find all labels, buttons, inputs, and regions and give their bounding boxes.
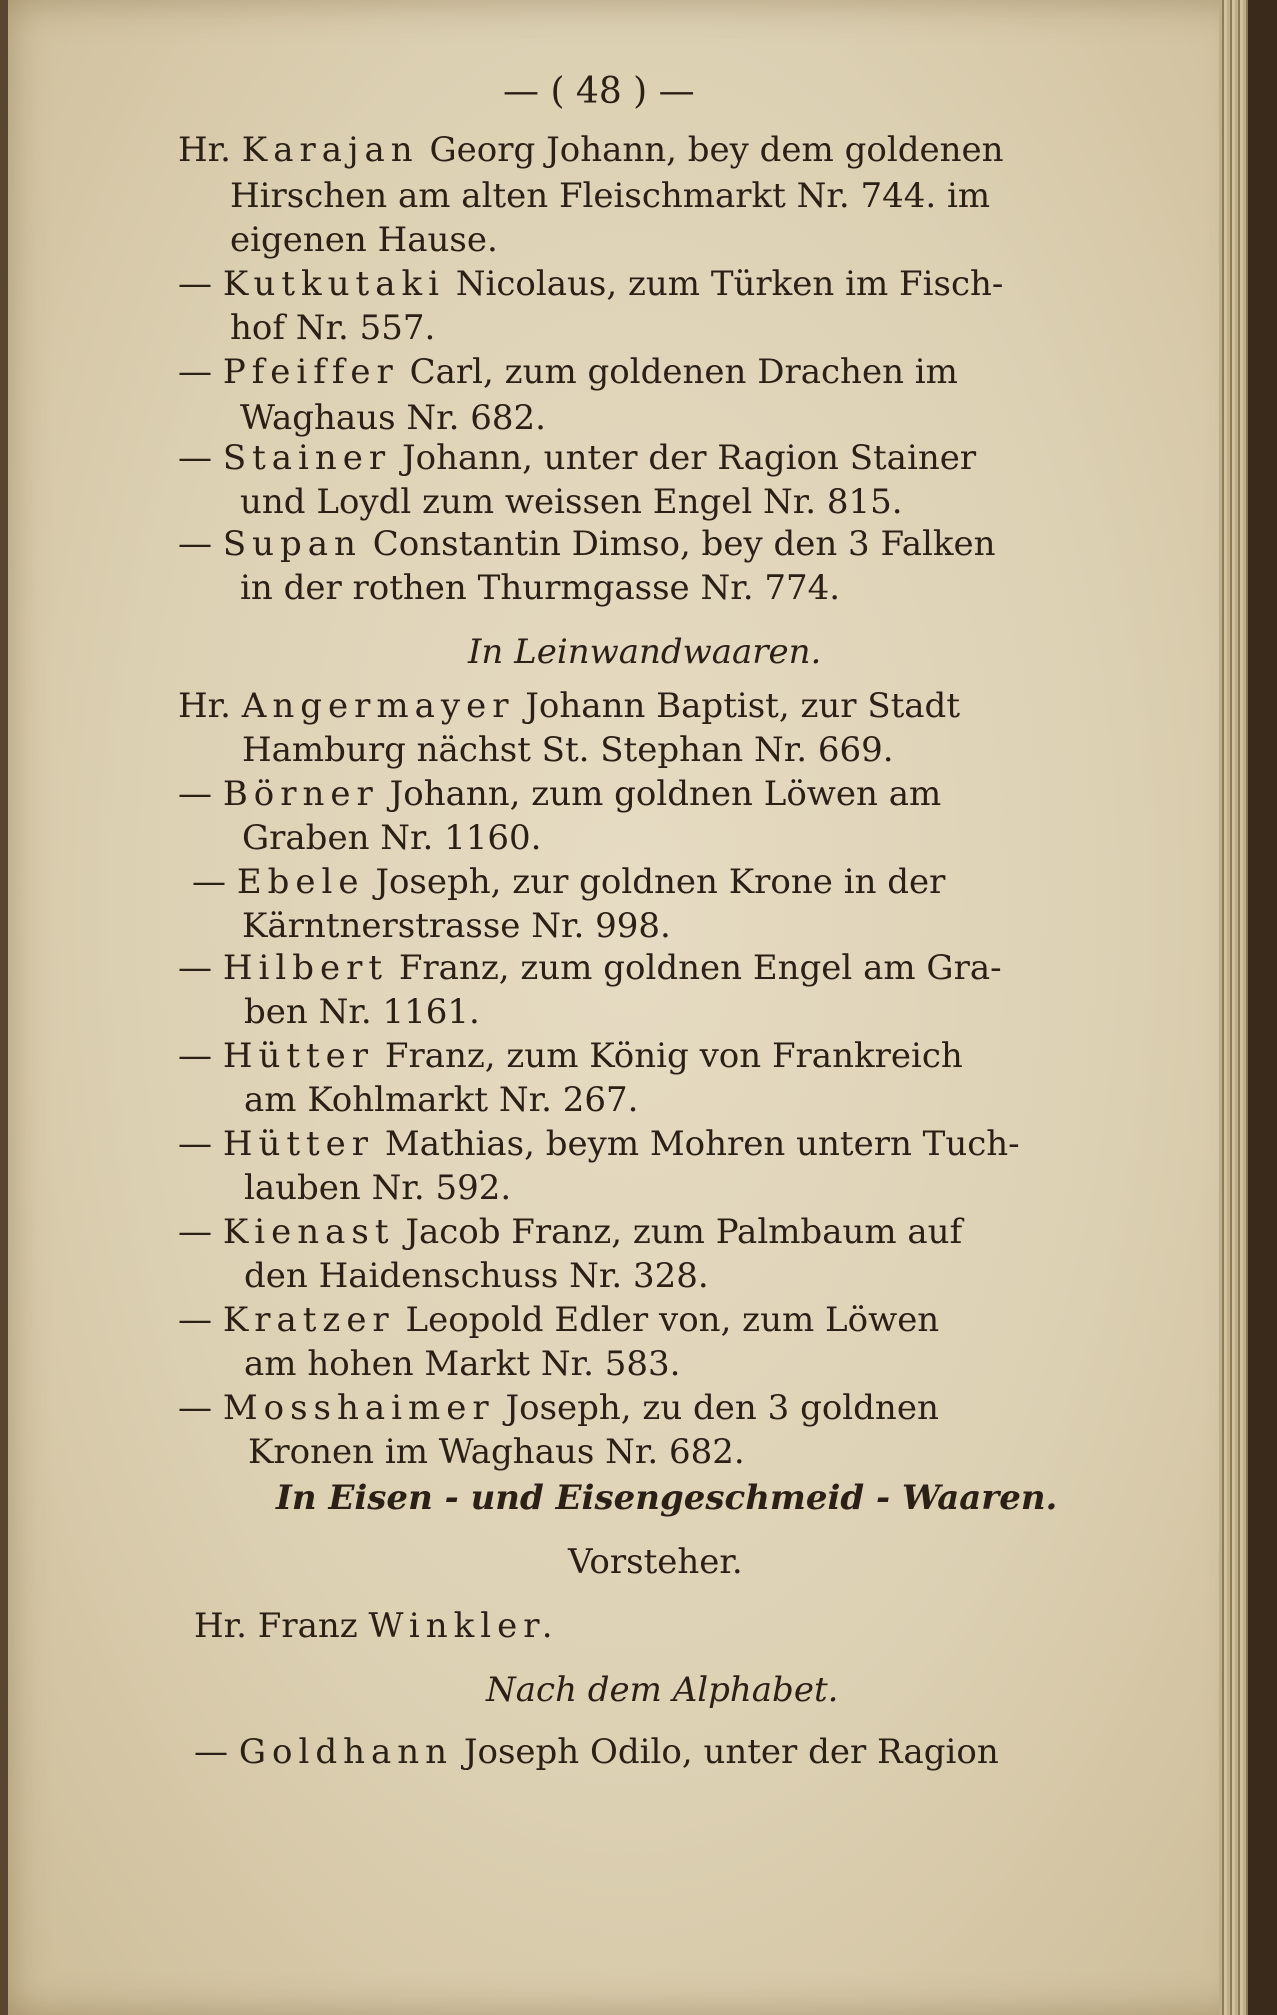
entry-text: Johann, zum goldnen Löwen am bbox=[389, 774, 942, 814]
entry-surname: Hütter bbox=[222, 1124, 375, 1164]
entry-prefix: Hr. bbox=[194, 1606, 247, 1646]
entry-text: Franz, zum goldnen Engel am Gra- bbox=[398, 948, 1002, 988]
entry-line bbox=[194, 1730, 999, 1774]
entry-line: und Loydl zum weissen Engel Nr. 815. bbox=[240, 482, 903, 522]
vorsteher-entry bbox=[194, 1604, 559, 1648]
page-edge bbox=[1219, 0, 1248, 2015]
entry-surname: Kratzer bbox=[222, 1300, 395, 1340]
page-number: — ( 48 ) — bbox=[503, 71, 695, 112]
entry-surname: Supan bbox=[222, 524, 362, 564]
entry-surname: Stainer bbox=[222, 438, 392, 478]
entry-prefix: — bbox=[178, 352, 212, 392]
entry-line bbox=[192, 860, 945, 904]
entry-surname: Kienast bbox=[222, 1212, 395, 1252]
entry-prefix: — bbox=[178, 264, 212, 304]
entry-surname: Angermayer bbox=[241, 686, 515, 726]
entry-text: Leopold Edler von, zum Löwen bbox=[405, 1300, 940, 1340]
entry-line: Hirschen am alten Fleischmarkt Nr. 744. im bbox=[230, 176, 991, 216]
entry-line: in der rothen Thurmgasse Nr. 774. bbox=[240, 568, 841, 608]
entry-line bbox=[178, 1386, 939, 1430]
entry-line: lauben Nr. 592. bbox=[244, 1168, 512, 1208]
entry-line bbox=[178, 522, 996, 566]
entry-surname: Karajan bbox=[241, 130, 419, 170]
entry-prefix: — bbox=[192, 862, 226, 902]
book-page bbox=[8, 0, 1248, 2015]
entry-line: eigenen Hause. bbox=[230, 220, 498, 260]
entry-prefix: — bbox=[178, 524, 212, 564]
entry-surname: Börner bbox=[222, 774, 379, 814]
entry-prefix: — bbox=[178, 1300, 212, 1340]
entry-line bbox=[178, 1210, 962, 1254]
entry-line: am hohen Markt Nr. 583. bbox=[244, 1344, 681, 1384]
entry-prefix: — bbox=[178, 1388, 212, 1428]
entry-line bbox=[178, 946, 1002, 990]
entry-text: Carl, zum goldenen Drachen im bbox=[409, 352, 958, 392]
entry-text: Constantin Dimso, bey den 3 Falken bbox=[372, 524, 996, 564]
entry-line bbox=[178, 436, 976, 480]
entry-text: Franz, zum König von Frankreich bbox=[384, 1036, 963, 1076]
entry-line bbox=[178, 684, 960, 728]
entry-text: Joseph, zu den 3 goldnen bbox=[505, 1388, 939, 1428]
entry-surname: Hilbert bbox=[222, 948, 389, 988]
section-heading: In Leinwandwaaren. bbox=[468, 632, 822, 672]
section-heading: Nach dem Alphabet. bbox=[486, 1670, 839, 1710]
entry-text: Jacob Franz, zum Palmbaum auf bbox=[405, 1212, 963, 1252]
entry-surname: Pfeiffer bbox=[222, 352, 399, 392]
entry-prefix: — bbox=[194, 1732, 228, 1772]
entry-text: Johann Baptist, zur Stadt bbox=[525, 686, 960, 726]
entry-text: Mathias, beym Mohren untern Tuch- bbox=[384, 1124, 1020, 1164]
entry-prefix: — bbox=[178, 948, 212, 988]
vorsteher-heading: Vorsteher. bbox=[568, 1542, 743, 1582]
entry-surname: Goldhann bbox=[238, 1732, 454, 1772]
entry-prefix: Hr. bbox=[178, 686, 231, 726]
entry-surname: Kutkutaki bbox=[222, 264, 445, 304]
entry-text: Joseph Odilo, unter der Ragion bbox=[463, 1732, 999, 1772]
entry-line: ben Nr. 1161. bbox=[244, 992, 480, 1032]
entry-line bbox=[178, 1298, 939, 1342]
entry-line: Hamburg nächst St. Stephan Nr. 669. bbox=[242, 730, 894, 770]
entry-line: Graben Nr. 1160. bbox=[242, 818, 542, 858]
entry-prefix: — bbox=[178, 774, 212, 814]
entry-line: Waghaus Nr. 682. bbox=[240, 398, 546, 438]
entry-line bbox=[178, 350, 958, 394]
entry-surname: Winkler. bbox=[368, 1606, 559, 1646]
entry-text: Georg Johann, bey dem goldenen bbox=[429, 130, 1004, 170]
entry-text: Joseph, zur goldnen Krone in der bbox=[375, 862, 946, 902]
entry-surname: Ebele bbox=[236, 862, 365, 902]
entry-surname: Mosshaimer bbox=[222, 1388, 495, 1428]
entry-prefix: — bbox=[178, 1124, 212, 1164]
entry-text: Nicolaus, zum Türken im Fisch- bbox=[455, 264, 1004, 304]
entry-prefix: — bbox=[178, 1212, 212, 1252]
entry-line: Kronen im Waghaus Nr. 682. bbox=[248, 1432, 745, 1472]
entry-text: Johann, unter der Ragion Stainer bbox=[402, 438, 977, 478]
entry-line: Kärntnerstrasse Nr. 998. bbox=[242, 906, 671, 946]
entry-prefix: — bbox=[178, 1036, 212, 1076]
entry-line bbox=[178, 1122, 1020, 1166]
entry-line: hof Nr. 557. bbox=[230, 308, 436, 348]
entry-line bbox=[178, 772, 941, 816]
entry-line bbox=[178, 1034, 963, 1078]
entry-prefix: — bbox=[178, 438, 212, 478]
entry-surname: Hütter bbox=[222, 1036, 375, 1076]
section-heading: In Eisen - und Eisengeschmeid - Waaren. bbox=[276, 1478, 1058, 1518]
entry-line bbox=[178, 128, 1004, 172]
entry-firstname: Franz bbox=[257, 1606, 358, 1646]
entry-line: den Haidenschuss Nr. 328. bbox=[244, 1256, 709, 1296]
entry-line: am Kohlmarkt Nr. 267. bbox=[244, 1080, 639, 1120]
entry-prefix: Hr. bbox=[178, 130, 231, 170]
entry-line bbox=[178, 262, 1003, 306]
